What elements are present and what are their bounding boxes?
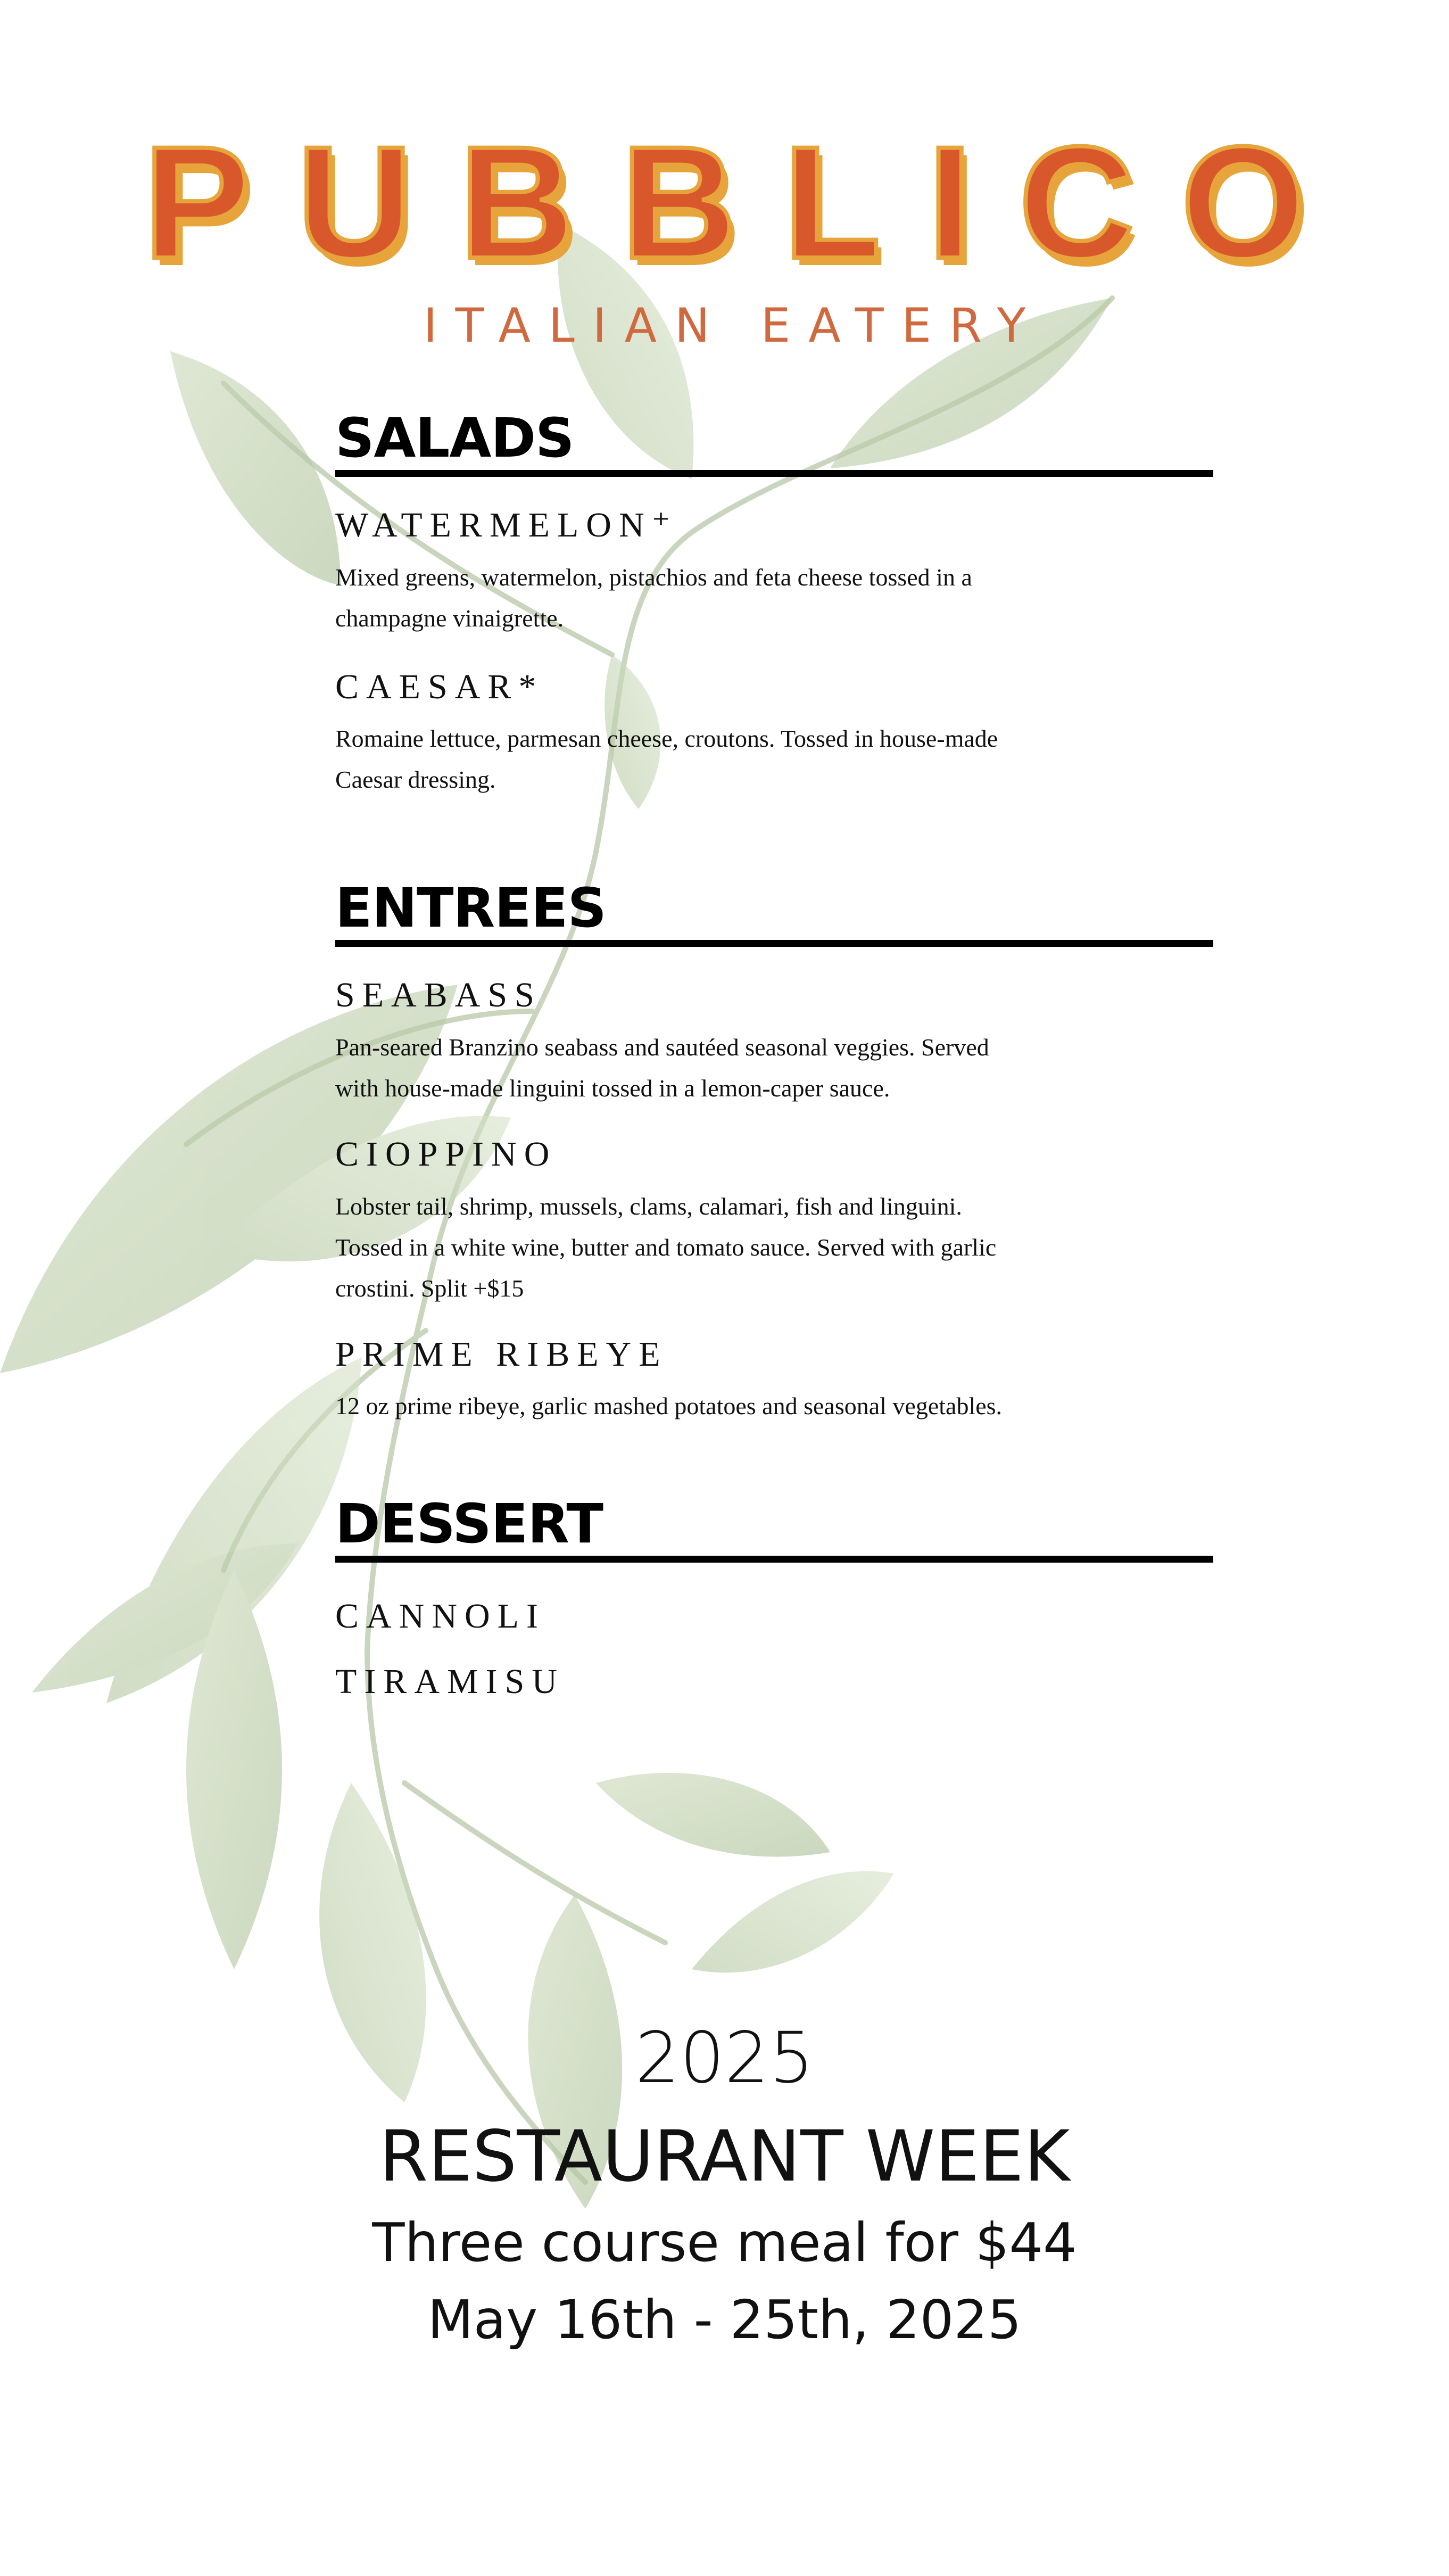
menu-item-prime-ribeye	[335, 1335, 1213, 1427]
menu-item-cioppino	[335, 1135, 1213, 1309]
event-year: 2025	[635, 2017, 814, 2099]
menu-item-tiramisu	[335, 1663, 1213, 1702]
restaurant-subtitle: ITALIAN EATERY	[423, 298, 1044, 353]
menu-item-name: PRIME RIBEYE	[335, 1334, 668, 1374]
section-divider	[335, 940, 1213, 947]
section-divider	[335, 1556, 1213, 1563]
menu-item-description: Romaine lettuce, parmesan cheese, croutons. Tossed in house-made Caesar dressing.	[335, 725, 998, 794]
section-salads	[335, 407, 1213, 800]
menu-item-name: CAESAR*	[335, 667, 544, 706]
menu-item-caesar	[335, 668, 1213, 800]
menu-item-name: CANNOLI	[335, 1597, 545, 1636]
menu-item-watermelon	[335, 506, 1213, 639]
section-title: DESSERT	[335, 1492, 603, 1556]
event-dates: May 16th - 25th, 2025	[427, 2289, 1022, 2351]
menu-item-seabass	[335, 976, 1213, 1109]
event-offer: Three course meal for $44	[372, 2211, 1077, 2274]
menu-item-description: Mixed greens, watermelon, pistachios and feta cheese tossed in a champagne vinaigrette.	[335, 563, 972, 632]
menu-content	[335, 407, 1213, 1713]
menu-item-name: TIRAMISU	[335, 1662, 565, 1701]
event-title: RESTAURANT WEEK	[379, 2116, 1070, 2198]
restaurant-name: PUBBLICO	[144, 113, 1352, 292]
section-title: ENTREES	[335, 877, 606, 940]
section-title: SALADS	[335, 407, 574, 470]
section-dessert	[335, 1492, 1213, 1701]
menu-item-name: CIOPPINO	[335, 1134, 557, 1174]
menu-item-cannoli	[335, 1597, 1213, 1636]
section-divider	[335, 470, 1213, 477]
menu-item-name: WATERMELON⁺	[335, 506, 678, 545]
section-entrees	[335, 877, 1213, 1426]
menu-item-description: 12 oz prime ribeye, garlic mashed potatoes and seasonal vegetables.	[335, 1392, 1003, 1420]
menu-item-name: SEABASS	[335, 976, 542, 1015]
menu-item-description: Pan-seared Branzino seabass and sautéed seasonal veggies. Served with house-made linguini tossed in a lemon-caper sauce.	[335, 1033, 989, 1102]
menu-item-description: Lobster tail, shrimp, mussels, clams, calamari, fish and linguini. Tossed in a white wine, butter and tomato sauce. Served with garlic crostini. Split +$15	[335, 1192, 997, 1302]
